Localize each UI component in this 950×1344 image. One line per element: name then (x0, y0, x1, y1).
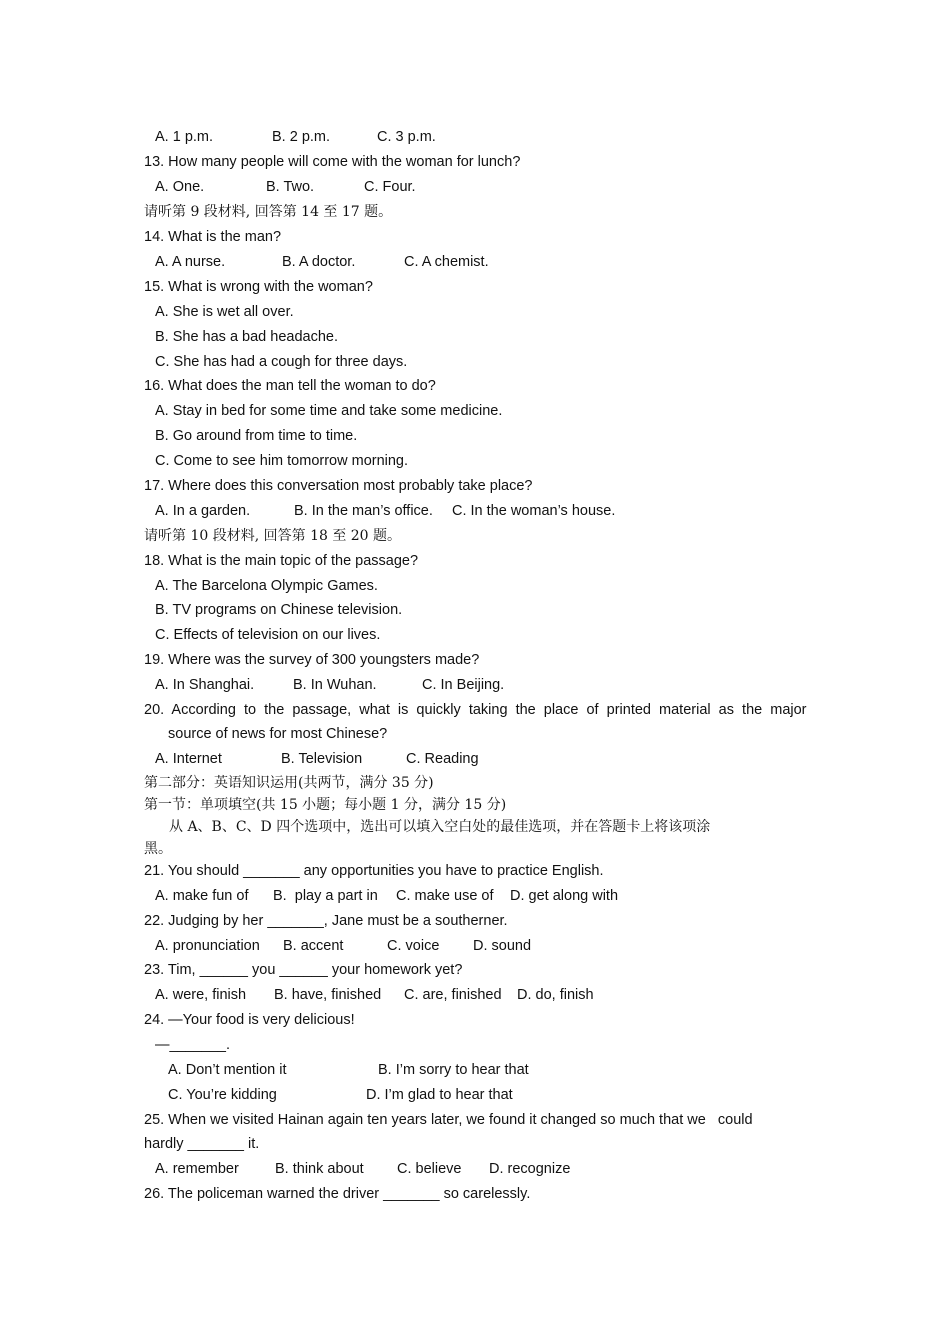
option-a: A. One. (155, 179, 205, 195)
question-22: 22. Judging by her _______, Jane must be a southerner. (144, 913, 508, 929)
q22-options (144, 934, 532, 958)
option-b: B. In Wuhan. (293, 677, 377, 693)
option-c: C. You’re kidding (168, 1087, 277, 1103)
option-c: C. In the woman’s house. (452, 503, 616, 519)
question-21: 21. You should _______ any opportunities you have to practice English. (144, 863, 604, 879)
option-a: A. In Shanghai. (155, 677, 255, 693)
question-23: 23. Tim, ______ you ______ your homework yet? (144, 962, 463, 978)
q21-options (144, 884, 619, 908)
option-a: A. In a garden. (155, 503, 251, 519)
q13-options (144, 175, 416, 199)
question-19: 19. Where was the survey of 300 youngsters made? (144, 652, 480, 668)
option-b: B. TV programs on Chinese television. (155, 602, 403, 618)
part-two-heading: 第二部分：英语知识运用(共两节，满分 35 分) (144, 775, 434, 791)
question-20-line2: source of news for most Chinese? (168, 726, 388, 742)
option-a: A. were, finish (155, 987, 247, 1003)
option-b: B. 2 p.m. (272, 129, 331, 145)
option-b: B. have, finished (274, 987, 382, 1003)
q25-options (144, 1157, 571, 1181)
option-a: A. Don’t mention it (168, 1062, 287, 1078)
option-d: D. recognize (489, 1161, 571, 1177)
option-b: B. accent (283, 938, 344, 954)
question-17: 17. Where does this conversation most probably take place? (144, 478, 533, 494)
option-c: C. She has had a cough for three days. (155, 354, 408, 370)
response-blank: —_______. (155, 1037, 230, 1053)
option-d: D. do, finish (517, 987, 594, 1003)
option-c: C. make use of (396, 888, 494, 904)
option-a: A. The Barcelona Olympic Games. (155, 578, 378, 594)
option-a: A. Stay in bed for some time and take some medicine. (155, 403, 503, 419)
option-c: C. are, finished (404, 987, 502, 1003)
question-13: 13. How many people will come with the woman for lunch? (144, 154, 521, 170)
option-b: B. Go around from time to time. (155, 428, 358, 444)
option-c: C. A chemist. (404, 254, 489, 270)
option-c: C. Reading (406, 751, 479, 767)
question-20: 20. According to the passage, what is quickly taking the place of printed material as the major (144, 702, 807, 718)
option-a: A. A nurse. (155, 254, 226, 270)
option-d: D. get along with (510, 888, 619, 904)
q23-options (144, 983, 594, 1007)
question-25: 25. When we visited Hainan again ten years later, we found it changed so much that we could (144, 1112, 753, 1128)
option-b: B. play a part in (273, 888, 378, 904)
q19-options (144, 673, 505, 697)
question-24: 24. —Your food is very delicious! (144, 1012, 355, 1028)
option-c: C. Effects of television on our lives. (155, 627, 381, 643)
option-a: A. remember (155, 1161, 239, 1177)
section-instruction-10: 请听第 10 段材料, 回答第 18 至 20 题。 (144, 528, 402, 544)
option-b: B. Two. (266, 179, 315, 195)
option-b: B. Television (281, 751, 363, 767)
option-b: B. think about (275, 1161, 364, 1177)
section-instruction-9: 请听第 9 段材料, 回答第 14 至 17 题。 (144, 204, 393, 220)
question-16: 16. What does the man tell the woman to do? (144, 378, 436, 394)
instruction-text: 从 A、B、C、D 四个选项中，选出可以填入空白处的最佳选项，并在答题卡上将该项涂 (169, 819, 711, 835)
section-one-instruction-end: 黑。 (144, 841, 172, 857)
option-c: C. 3 p.m. (377, 129, 436, 145)
option-d: D. I’m glad to hear that (366, 1087, 513, 1103)
option-b: B. I’m sorry to hear that (378, 1062, 529, 1078)
option-c: C. believe (397, 1161, 462, 1177)
question-15: 15. What is wrong with the woman? (144, 279, 373, 295)
q20-options (144, 747, 479, 771)
option-a: A. make fun of (155, 888, 249, 904)
q17-options (144, 499, 616, 523)
question-18: 18. What is the main topic of the passage? (144, 553, 419, 569)
q24-options-row2 (144, 1083, 513, 1107)
option-b: B. In the man’s office. (294, 503, 433, 519)
option-c: C. Come to see him tomorrow morning. (155, 453, 409, 469)
option-a: A. pronunciation (155, 938, 260, 954)
section-one-heading: 第一节：单项填空(共 15 小题；每小题 1 分，满分 15 分) (144, 797, 507, 813)
option-a: A. 1 p.m. (155, 129, 214, 145)
question-26: 26. The policeman warned the driver _______ so carelessly. (144, 1186, 531, 1202)
q14-options (144, 250, 489, 274)
option-d: D. sound (473, 938, 532, 954)
q12-options (144, 125, 436, 149)
option-c: C. In Beijing. (422, 677, 505, 693)
option-b: B. She has a bad headache. (155, 329, 339, 345)
q24-options-row1 (144, 1058, 529, 1082)
option-a: A. She is wet all over. (155, 304, 294, 320)
question-25-continued: hardly _______ it. (144, 1136, 260, 1152)
option-a: A. Internet (155, 751, 222, 767)
option-c: C. voice (387, 938, 440, 954)
option-c: C. Four. (364, 179, 416, 195)
option-b: B. A doctor. (282, 254, 356, 270)
question-14: 14. What is the man? (144, 229, 282, 245)
